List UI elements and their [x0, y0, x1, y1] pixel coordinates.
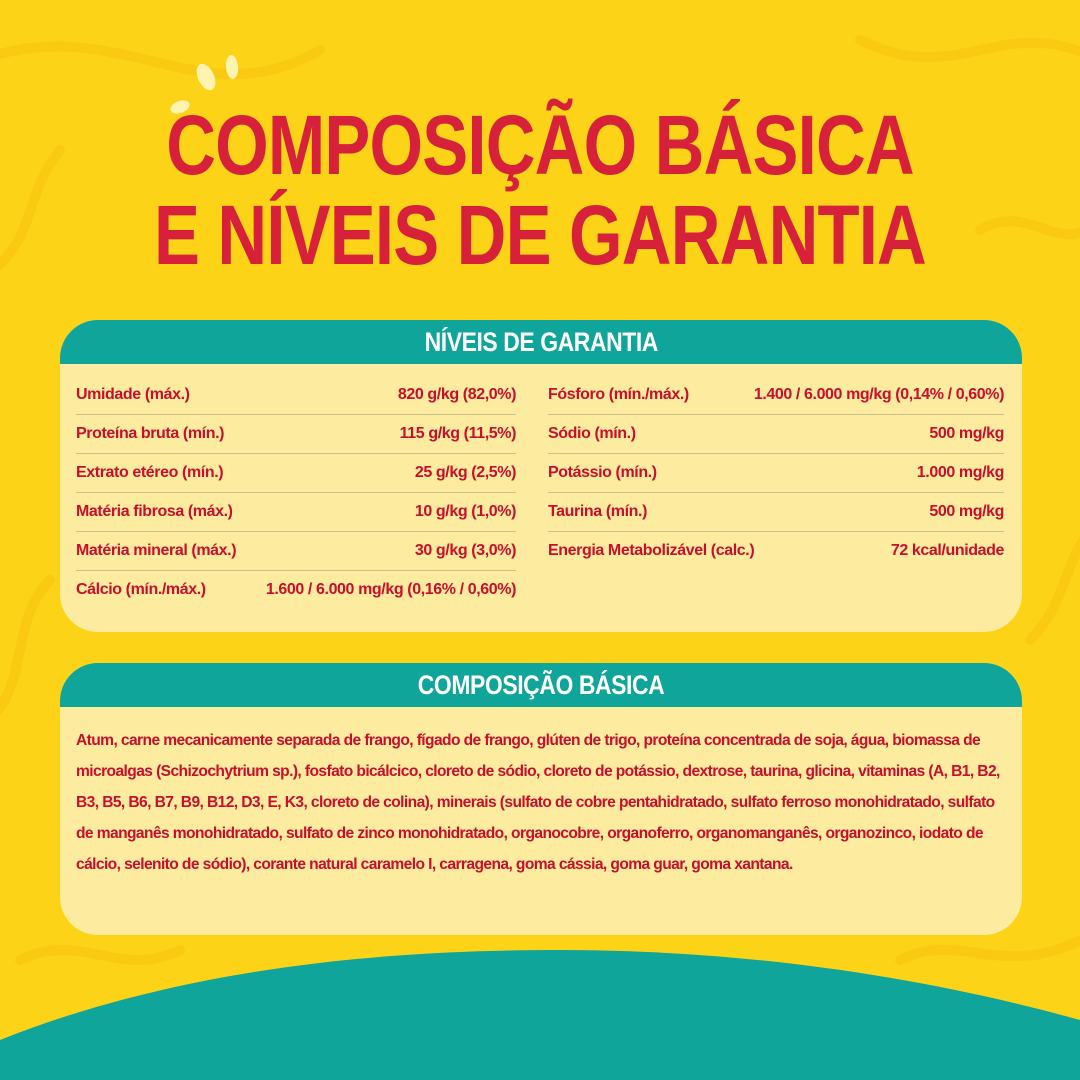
title-line-2: E NÍVEIS DE GARANTIA [153, 188, 926, 282]
row-label: Cálcio (mín./máx.) [76, 581, 206, 598]
guarantee-row [76, 415, 516, 454]
guarantee-right-column [548, 376, 1004, 570]
composition-text: Atum, carne mecanicamente separada de frango, fígado de frango, glúten de trigo, proteína concentrada de soja, água, biomassa de microalgas (Schizochytrium sp.), fosfato bicálcico, cloreto de sódio, cloreto de potássio, dextrose, taurina, glicina, vitaminas (A, B1, B2, B3, B5, B6, B7, B9, B12, D3, E, K3, cloreto de colina), minerais (sulfato de cobre pentahidratado, sulfato ferroso monohidratado, sulfato de manganês monohidratado, sulfato de zinco monohidratado, organocobre, organoferro, organomanganês, organozinco, iodato de cálcio, selenito de sódio), corante natural caramelo I, carragena, goma cássia, goma guar, goma xantana. [76, 732, 1000, 873]
row-label: Sódio (mín.) [548, 425, 636, 442]
guarantee-row [548, 532, 1004, 570]
row-label: Extrato etéreo (mín.) [76, 464, 224, 481]
guarantee-row [76, 454, 516, 493]
row-label: Proteína bruta (mín.) [76, 425, 225, 442]
row-label: Potássio (mín.) [548, 464, 657, 481]
row-label: Energia Metabolizável (calc.) [548, 542, 755, 559]
row-label: Taurina (mín.) [548, 503, 647, 520]
row-value: 115 g/kg (11,5%) [399, 425, 516, 442]
guarantee-row [548, 415, 1004, 454]
row-value: 820 g/kg (82,0%) [397, 386, 516, 403]
row-value: 72 kcal/unidade [890, 542, 1004, 559]
basic-composition-header: COMPOSIÇÃO BÁSICA [60, 663, 1022, 707]
page-title [97, 100, 983, 280]
teal-ground-arc [0, 950, 1080, 1080]
guarantee-row [548, 493, 1004, 532]
guarantee-row [76, 493, 516, 532]
guarantee-row [76, 532, 516, 571]
row-value: 1.000 mg/kg [916, 464, 1004, 481]
row-value: 30 g/kg (3,0%) [414, 542, 516, 559]
row-value: 500 mg/kg [929, 425, 1004, 442]
guarantee-levels-header: NÍVEIS DE GARANTIA [60, 320, 1022, 364]
row-value: 1.400 / 6.000 mg/kg (0,14% / 0,60%) [753, 386, 1004, 403]
row-value: 10 g/kg (1,0%) [414, 503, 516, 520]
row-label: Matéria mineral (máx.) [76, 542, 237, 559]
guarantee-row [548, 454, 1004, 493]
guarantee-row [548, 376, 1004, 415]
guarantee-row [76, 376, 516, 415]
row-label: Umidade (máx.) [76, 386, 190, 403]
basic-composition-panel [60, 663, 1022, 935]
guarantee-left-column [76, 376, 516, 609]
row-value: 25 g/kg (2,5%) [414, 464, 516, 481]
guarantee-levels-panel [60, 320, 1022, 632]
row-value: 500 mg/kg [929, 503, 1004, 520]
row-label: Matéria fibrosa (máx.) [76, 503, 233, 520]
guarantee-row [76, 571, 516, 609]
title-line-1: COMPOSIÇÃO BÁSICA [166, 98, 914, 192]
row-label: Fósforo (mín./máx.) [548, 386, 689, 403]
row-value: 1.600 / 6.000 mg/kg (0,16% / 0,60%) [265, 581, 516, 598]
